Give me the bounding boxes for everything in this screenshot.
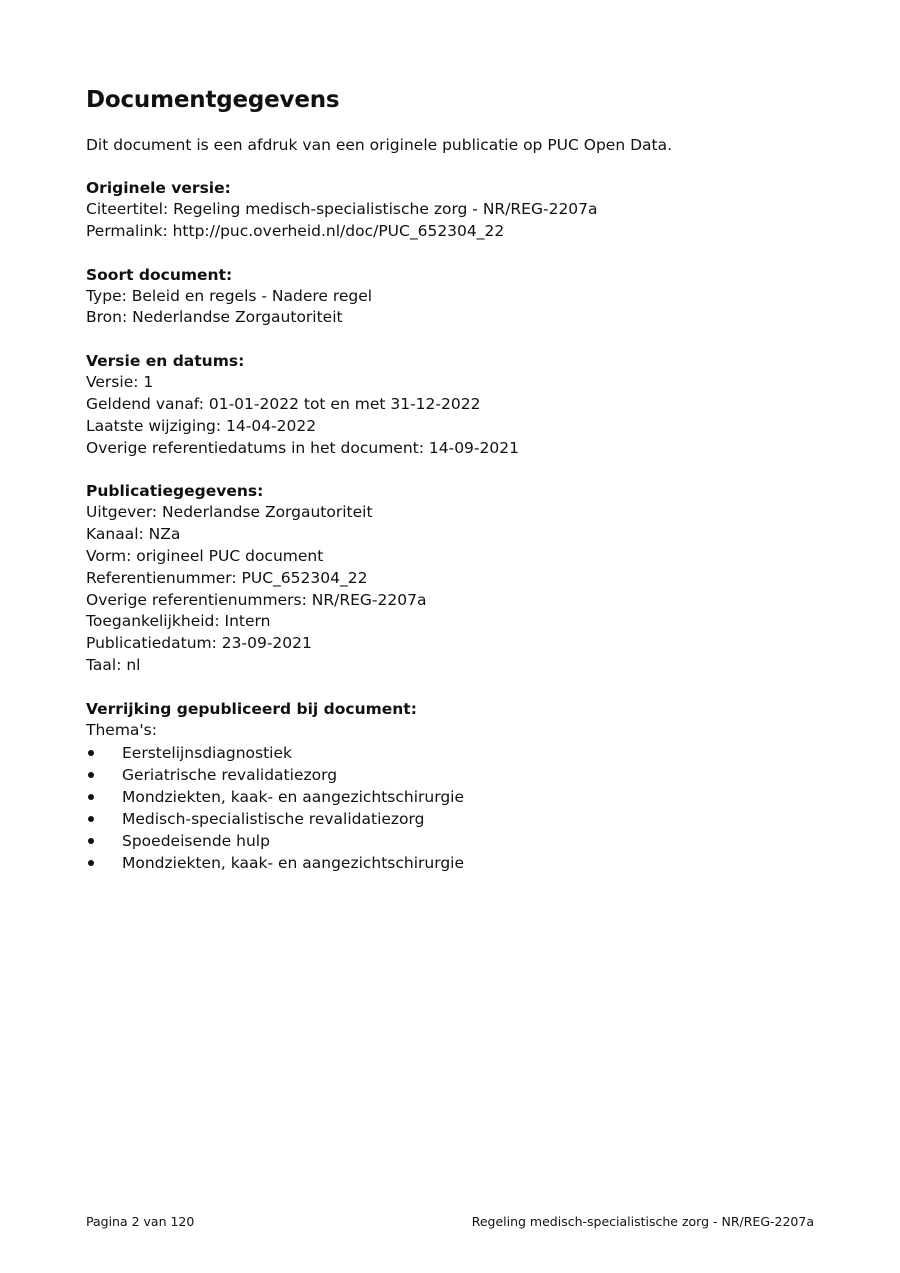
theme-label: Mondziekten, kaak- en aangezichtschirurgie [122, 853, 465, 872]
referentienummer-line: Referentienummer: PUC_652304_22 [86, 568, 368, 587]
bullet-icon [88, 750, 94, 756]
bullet-icon [88, 816, 94, 822]
theme-label: Eerstelijnsdiagnostiek [122, 743, 292, 762]
theme-label: Geriatrische revalidatiezorg [122, 765, 338, 784]
section-verrijking [86, 698, 826, 874]
referentiedatums-line: Overige referentiedatums in het document: 14-09-2021 [86, 438, 519, 457]
laatste-wijziging-line: Laatste wijziging: 14-04-2022 [86, 416, 317, 435]
list-item [86, 852, 826, 874]
section-heading: Publicatiegegevens: [86, 482, 264, 501]
permalink-line: Permalink: http://puc.overheid.nl/doc/PUC_652304_22 [86, 221, 505, 240]
bullet-icon [88, 772, 94, 778]
toegankelijkheid-line: Toegankelijkheid: Intern [86, 612, 271, 631]
section-heading: Versie en datums: [86, 352, 245, 371]
citeertitel-line: Citeertitel: Regeling medisch-specialistische zorg - NR/REG-2207a [86, 200, 598, 218]
section-soort-document [86, 264, 826, 330]
type-line: Type: Beleid en regels - Nadere regel [86, 286, 373, 305]
uitgever-line: Uitgever: Nederlandse Zorgautoriteit [86, 503, 373, 522]
overige-referentienummers-line: Overige referentienummers: NR/REG-2207a [86, 590, 427, 609]
document-content [86, 84, 826, 874]
vorm-line: Vorm: origineel PUC document [86, 546, 324, 565]
bullet-icon [88, 794, 94, 800]
theme-label: Mondziekten, kaak- en aangezichtschirurgie [122, 787, 465, 806]
section-heading: Originele versie: [86, 179, 231, 197]
list-item [86, 742, 826, 764]
geldend-vanaf-line: Geldend vanaf: 01-01-2022 tot en met 31-12-2022 [86, 394, 481, 413]
publicatiedatum-line: Publicatiedatum: 23-09-2021 [86, 634, 312, 653]
taal-line: Taal: nl [86, 655, 141, 674]
section-publicatiegegevens [86, 480, 826, 676]
bullet-icon [88, 860, 94, 866]
versie-line: Versie: 1 [86, 373, 154, 392]
kanaal-line: Kanaal: NZa [86, 525, 181, 544]
bron-line: Bron: Nederlandse Zorgautoriteit [86, 308, 343, 327]
list-item [86, 786, 826, 808]
intro-text: Dit document is een afdruk van een originele publicatie op PUC Open Data. [86, 136, 673, 154]
page-footer [86, 1213, 814, 1231]
section-versie-datums [86, 350, 826, 459]
section-originele-versie [86, 177, 826, 243]
theme-list [86, 742, 826, 874]
list-item [86, 808, 826, 830]
footer-document-reference: Regeling medisch-specialistische zorg - NR/REG-2207a [471, 1214, 814, 1229]
theme-label: Spoedeisende hulp [122, 831, 270, 850]
list-item [86, 764, 826, 786]
themes-label: Thema's: [86, 720, 157, 739]
page-number: Pagina 2 van 120 [86, 1214, 195, 1229]
page-title: Documentgegevens [86, 87, 340, 113]
bullet-icon [88, 838, 94, 844]
section-heading: Verrijking gepubliceerd bij document: [86, 699, 417, 718]
list-item [86, 830, 826, 852]
theme-label: Medisch-specialistische revalidatiezorg [122, 809, 425, 828]
section-heading: Soort document: [86, 265, 233, 284]
